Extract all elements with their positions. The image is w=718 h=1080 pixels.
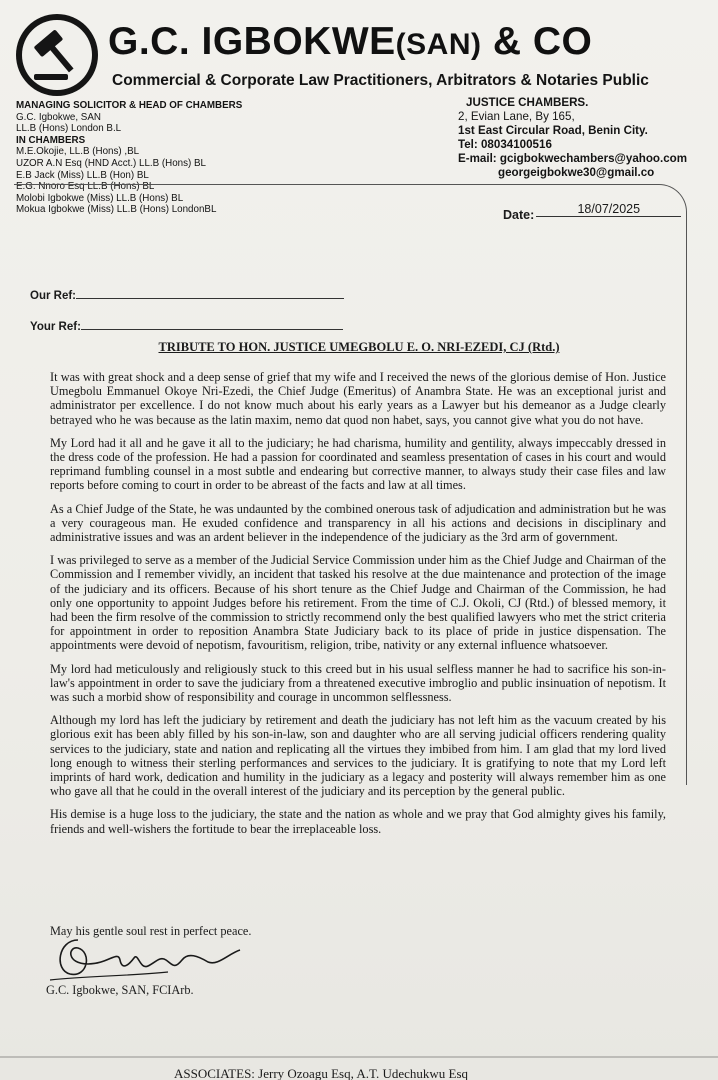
firm-subtitle: Commercial & Corporate Law Practitioners, Arbitrators & Notaries Public bbox=[112, 72, 649, 89]
closing-line: May his gentle soul rest in perfect peace. bbox=[50, 924, 252, 938]
your-ref bbox=[30, 321, 343, 333]
firm-logo bbox=[16, 14, 98, 96]
your-ref-label: Your Ref: bbox=[30, 321, 81, 333]
date-field bbox=[503, 202, 681, 223]
body-paragraph: His demise is a huge loss to the judiciary, the state and the nation as whole and we pray that God almighty gives his family, friends and well-wishers the fortitude to bear the irreplaceable loss. bbox=[50, 807, 666, 836]
our-ref-label: Our Ref: bbox=[30, 290, 76, 302]
signer-name: G.C. Igbokwe, SAN, FCIArb. bbox=[46, 983, 194, 997]
chambers-list-item: E.G. Nnoro Esq LL.B (Hons) BL bbox=[16, 181, 155, 193]
email: georgeigbokwe30@gmail.co bbox=[498, 166, 655, 180]
body-paragraph: I was privileged to serve as a member of the Judicial Service Commission under him as the Chief Judge and Chairman of the Commission and I remember vividly, an incident that tasked his resolve at the due maintenance and protection of the image of the judiciary and its officers. Because of his short tenure as the Chief Judge and Chairman of the Commission, he had only one opportunity to appoint Judges before his retirement. From the time of C.J. Okoli, CJ (Rtd.) of blessed memory, it had been the firm resolve of the commission to strictly recommend only the best qualified lawyers who met the strict criteria for appointment in order to reposition Anambra State Judiciary back to its place of pride in justice dispensation. The appointments were devoid of nepotism, favouritism, religion, tribe, nativity or any external influence whatsoever. bbox=[50, 553, 666, 653]
address-line: 2, Evian Lane, By 165, bbox=[458, 110, 575, 124]
letter-body bbox=[50, 370, 666, 845]
chambers-list-item: Molobi Igbokwe (Miss) LL.B (Hons) BL bbox=[16, 192, 184, 204]
letter-title: TRIBUTE TO HON. JUSTICE UMEGBOLU E. O. NRI-EZEDI, CJ (Rtd.) bbox=[158, 340, 560, 354]
firm-name: G.C. IGBOKWE(SAN) & CO bbox=[108, 20, 593, 63]
body-paragraph: My lord had meticulously and religiously stuck to this creed but in his usual selfless manner he had to sacrifice his son-in-law's appointment in order to save the judiciary from a threatened executive imbroglio and public insinuation of nepotism. It was such a morbid show of responsibility and courage in uncommon selflessness. bbox=[50, 661, 666, 705]
body-paragraph: It was with great shock and a deep sense of grief that my wife and I received the news of the glorious demise of Hon. Justice Umegbolu Emmanuel Okoye Nri-Ezedi, the Chief Judge (Emeritus) of Anambra State. He was an exceptional jurist and administrator per excellence. I do not know much about his early years as a Lawyer but his demeanor as a Judge clearly betrayed who he was because as the latin maxim, nemo dat quod non habet, says, you cannot give what you do not have. bbox=[50, 370, 666, 427]
body-paragraph: Although my lord has left the judiciary by retirement and death the judiciary has not left him as the vacuum created by his glorious exit has been ably filled by his son-in-law, son and daughter who are all serving judicial officers rendering quality services to the judiciary, state and nation and replicating all the virtues they imbibed from him. I am glad that my lord lived long enough to witness their sterling performances and services to the judiciary. It is gratifying to note that my Lord left imprints of hard work, dedication and humility in the judiciary as a legacy and posterity will always remember him as one who gave all that he could in the overall interest of the judiciary and its perception by the general public. bbox=[50, 713, 666, 799]
body-paragraph: As a Chief Judge of the State, he was undaunted by the combined onerous task of adjudication and administration but he was a very courageous man. He exuded confidence and transparency in all his actions and decisions in disciplinary and administrative issues and was an ardent believer in the independence of the judiciary as the 3rd arm of government. bbox=[50, 501, 666, 545]
chambers-list-item: M.E.Okojie, LL.B (Hons) ,BL bbox=[16, 146, 140, 158]
date-label: Date: bbox=[503, 208, 535, 222]
associates-footer: ASSOCIATES: Jerry Ozoagu Esq, A.T. Udechukwu Esq bbox=[174, 1066, 469, 1080]
gavel-icon bbox=[16, 14, 98, 96]
telephone: Tel: 08034100516 bbox=[458, 138, 552, 152]
handwritten-signature bbox=[48, 930, 248, 986]
chambers-list-item: Mokua Igbokwe (Miss) LL.B (Hons) LondonBL bbox=[16, 204, 217, 216]
chambers-list-item: LL.B (Hons) London B.L bbox=[16, 123, 122, 135]
chambers-name: JUSTICE CHAMBERS. bbox=[466, 96, 589, 109]
address-line: 1st East Circular Road, Benin City. bbox=[458, 124, 648, 138]
email: E-mail: gcigbokwechambers@yahoo.com bbox=[458, 152, 688, 166]
chambers-list-item: G.C. Igbokwe, SAN bbox=[16, 111, 101, 123]
chambers-list-item: E.B Jack (Miss) LL.B (Hon) BL bbox=[16, 169, 149, 181]
chambers-list-item: IN CHAMBERS bbox=[16, 134, 86, 146]
footer-divider bbox=[0, 1056, 718, 1058]
our-ref bbox=[30, 290, 344, 302]
date-value: 18/07/2025 bbox=[536, 202, 681, 217]
body-paragraph: My Lord had it all and he gave it all to the judiciary; he had charisma, humility and gentility, always impeccably dressed in the dress code of the profession. He had a passion for coordinated and seamless presentation of cases in his court and would reprimand fumbling counsel in a most subtle and endearing but corrective manner, to always study their case files and law reports before coming to court in order to be abreast of the facts and law at all times. bbox=[50, 435, 666, 493]
chambers-list-item: UZOR A.N Esq (HND Acct.) LL.B (Hons) BL bbox=[16, 157, 206, 169]
contact-block bbox=[458, 96, 687, 181]
chambers-list-item: MANAGING SOLICITOR & HEAD OF CHAMBERS bbox=[16, 100, 243, 111]
